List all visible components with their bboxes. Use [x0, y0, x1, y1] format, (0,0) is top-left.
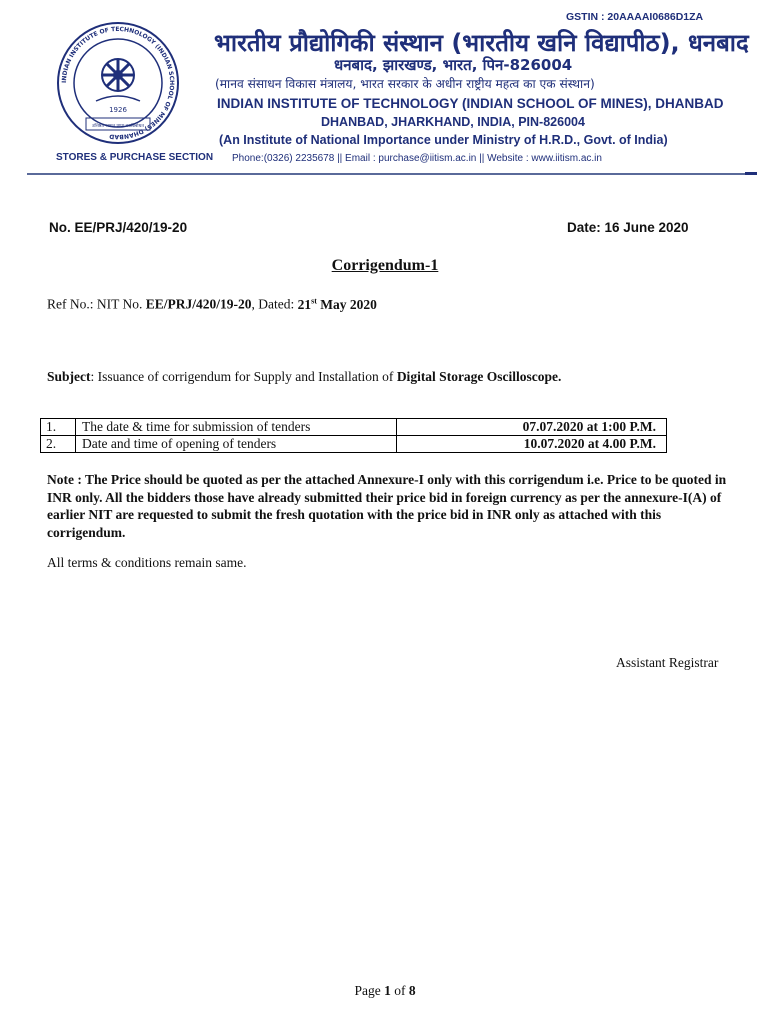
- table-row: [41, 436, 667, 453]
- note-paragraph: Note : The Price should be quoted as per the attached Annexure-I only with this corrigendum i.e. Price to be quoted in INR only. All the bidders those have already submitted their price bid in foreign currency as per the annexure-I(A) of earlier NIT are requested to submit the fresh quotation with the price bid in INR only as attached with this corrigendum.: [47, 472, 727, 540]
- subject-label: Subject: [47, 369, 91, 384]
- logo-motto: उत्तिष्ठत जाग्रत प्राप्य वरान्निबोधत: [92, 124, 144, 129]
- row-value: 10.07.2020 at 4.00 P.M.: [397, 436, 667, 453]
- institute-name-hindi: भारतीय प्रौद्योगिकी संस्थान (भारतीय खनि विद्यापीठ), धनबाद: [214, 29, 749, 57]
- page-total: 8: [408, 983, 416, 998]
- subject-item: Digital Storage Oscilloscope.: [396, 369, 562, 384]
- reference-day-suffix: st: [311, 296, 317, 305]
- institute-name-english: INDIAN INSTITUTE OF TECHNOLOGY (INDIAN SCHOOL OF MINES), DHANBAD: [217, 96, 724, 111]
- section-name: STORES & PURCHASE SECTION: [56, 152, 214, 163]
- reference-line: [47, 296, 377, 313]
- reference-number: EE/PRJ/420/19-20: [145, 296, 252, 312]
- header-divider: [27, 173, 757, 175]
- logo-year: 1926: [109, 106, 127, 114]
- reference-prefix: Ref No.: NIT No.: [47, 296, 146, 312]
- page-current: 1: [384, 983, 391, 998]
- logo-ring-text: INDIAN INSTITUTE OF TECHNOLOGY (INDIAN SCHOOL OF MINES) DHANBAD: [60, 25, 176, 141]
- institute-tagline-hindi: (मानव संसाधन विकास मंत्रालय, भारत सरकार के अधीन राष्ट्रीय महत्व का एक संस्थान): [215, 77, 595, 91]
- row-number: 2.: [41, 436, 76, 453]
- institute-address-hindi: धनबाद, झारखण्ड, भारत, पिन-826004: [334, 56, 573, 74]
- document-number: No. EE/PRJ/420/19-20: [49, 220, 188, 235]
- row-number: 1.: [41, 419, 76, 436]
- reference-day: 21: [297, 296, 312, 312]
- page-number: [0, 983, 770, 999]
- document-title: Corrigendum-1: [331, 257, 439, 274]
- schedule-table: [40, 418, 667, 453]
- subject-text: : Issuance of corrigendum for Supply and Installation of: [90, 369, 397, 384]
- page-label: Page: [354, 983, 385, 998]
- header-divider-end: [745, 172, 757, 175]
- signatory: Assistant Registrar: [616, 655, 719, 670]
- institute-logo: [56, 21, 180, 145]
- institute-tagline-english: (An Institute of National Importance under Ministry of H.R.D., Govt. of India): [219, 133, 668, 147]
- institute-address-english: DHANBAD, JHARKHAND, INDIA, PIN-826004: [321, 115, 585, 129]
- terms-line: All terms & conditions remain same.: [47, 555, 247, 570]
- page-of-label: of: [390, 983, 409, 998]
- reference-month-year: May 2020: [316, 296, 377, 312]
- document-date: Date: 16 June 2020: [567, 220, 689, 235]
- contact-line: Phone:(0326) 2235678 || Email : purchase@iitism.ac.in || Website : www.iitism.ac.in: [232, 153, 602, 164]
- gstin-number: GSTIN : 20AAAAI0686D1ZA: [566, 11, 704, 23]
- row-description: The date & time for submission of tenders: [76, 419, 397, 436]
- reference-date: [298, 297, 377, 312]
- row-value: 07.07.2020 at 1:00 P.M.: [397, 419, 667, 436]
- subject-line: [47, 369, 561, 385]
- reference-dated-label: , Dated:: [251, 296, 298, 312]
- table-row: [41, 419, 667, 436]
- row-description: Date and time of opening of tenders: [76, 436, 397, 453]
